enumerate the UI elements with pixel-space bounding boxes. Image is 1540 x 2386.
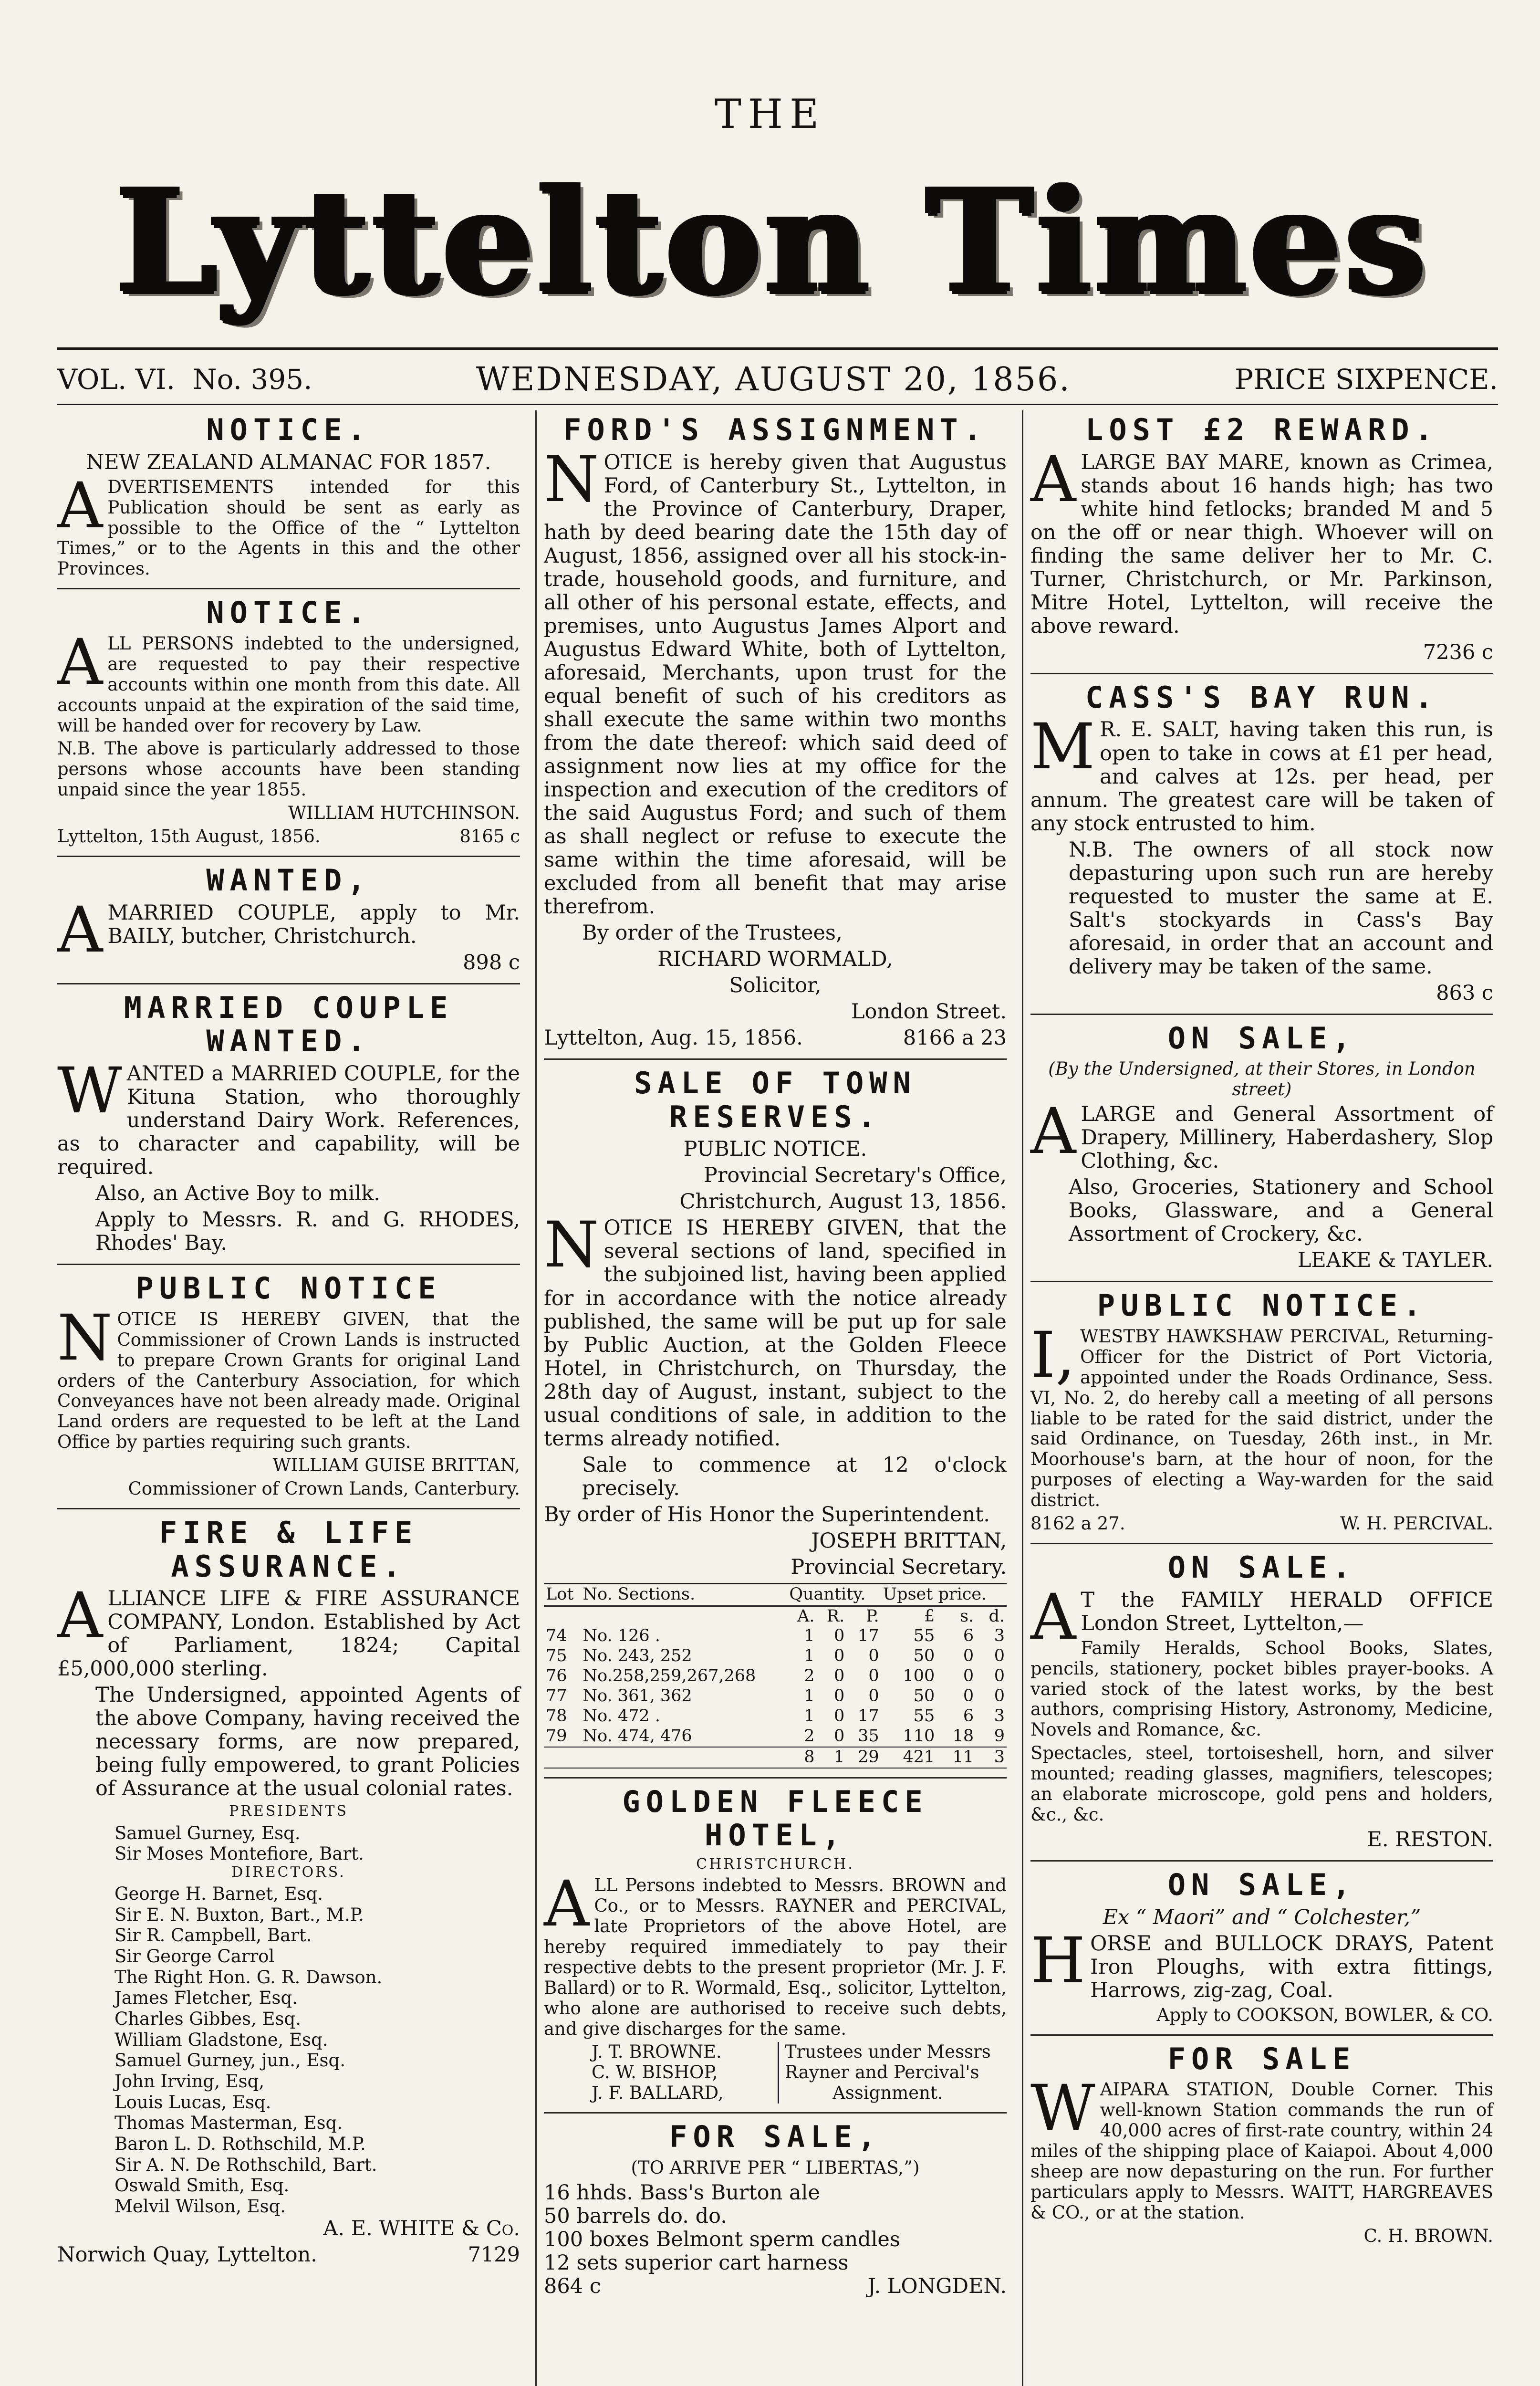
list-item: Sir A. N. De Rothschild, Bart. xyxy=(114,2154,377,2175)
drop-cap: N xyxy=(544,442,599,516)
drop-cap: A xyxy=(57,893,103,967)
drop-cap: A xyxy=(1030,1095,1076,1169)
ad-also: Also, an Active Boy to milk. xyxy=(95,1182,380,1206)
list-item: The Right Hon. G. R. Dawson. xyxy=(114,1967,383,1988)
table-subheader: £ xyxy=(924,1606,935,1626)
list-item: 16 hhds. Bass's Burton ale xyxy=(544,2180,820,2205)
list-item: Baron L. D. Rothschild, M.P. xyxy=(114,2134,366,2155)
ad-body: LARGE and General Assortment of Drapery, Millinery, Haberdashery, Slop Clothing, &c. xyxy=(1081,1102,1493,1173)
ad-body: OTICE IS HEREBY GIVEN, that the several sections of land, specified in the subjoined list, having been applied for in accordance with the notice already published, the same will be put up for sale by Public Auction, at the Golden Fleece Hotel, in Christchurch, on Thursday, the 28th day of August, instant, subject to the usual conditions of sale, in addition to the terms already notified. xyxy=(544,1216,1007,1451)
separator xyxy=(57,983,520,984)
drop-cap: H xyxy=(1030,1924,1086,1998)
ad-body: OTICE IS HEREBY GIVEN, that the Commissioner of Crown Lands is instructed to prepare Crown Grants for original Land orders of the Canterbury Association, for which Conveyances have not been already made. Original Land orders are requested to be left at the Land Office by parties requiring such grants. xyxy=(57,1308,520,1453)
ad-body: R. E. SALT, having taken this run, is open to take in cows at £1 per head, and calves at 12s. per head, per annum. The greatest care will be taken of any stock entrusted to him. xyxy=(1030,718,1493,836)
ad-subheading: (TO ARRIVE PER “ LIBERTAS,”) xyxy=(631,2157,920,2178)
ad-ref: 864 c xyxy=(544,2274,601,2298)
drop-cap: A xyxy=(57,469,103,543)
table-subheader: R. xyxy=(826,1606,845,1626)
directors-list xyxy=(57,1884,520,2217)
ad-heading: FIRE & LIFE ASSURANCE. xyxy=(159,1515,418,1584)
dateline xyxy=(57,358,1498,401)
ad-apply: Apply to Messrs. R. and G. RHODES, Rhodes' Bay. xyxy=(95,1208,520,1256)
table-row: 74 No. 126 . 1 0 17 55 6 3 xyxy=(546,1626,1005,1646)
ad-signature: RICHARD WORMALD, xyxy=(657,947,893,971)
list-item: Charles Gibbes, Esq. xyxy=(114,2009,301,2030)
table-total-row: 8 1 29 421 11 3 xyxy=(544,1747,1007,1768)
table-subheader: s. xyxy=(960,1606,974,1626)
ad-heading: MARRIED COUPLE WANTED. xyxy=(124,990,454,1059)
table-header: Quantity. xyxy=(787,1583,881,1606)
ad-heading: FOR SALE xyxy=(1167,2041,1356,2076)
separator xyxy=(57,1264,520,1265)
drop-cap: W xyxy=(57,1054,122,1128)
list-item: 12 sets superior cart harness xyxy=(544,2250,849,2275)
ad-order: By order of His Honor the Superintendent. xyxy=(544,1502,990,1527)
ad-body-2: The Undersigned, appointed Agents of the above Company, having received the necessary forms, are now prepared, being fully empowered, to grant Policies of Assurance at the usual colonial rates. xyxy=(95,1683,520,1801)
drop-cap: A xyxy=(57,1579,103,1653)
ad-body-2: Also, Groceries, Stationery and School Books, Glassware, and a General Assortment of Crockery, &c. xyxy=(1069,1175,1493,1246)
lots-table xyxy=(544,1583,1007,1769)
trustee-name: J. F. BALLARD, xyxy=(592,2083,724,2103)
list-item: George H. Barnet, Esq. xyxy=(114,1884,323,1905)
masthead-rule-top xyxy=(57,347,1498,350)
separator xyxy=(1030,2034,1493,2036)
ad-heading: NOTICE. xyxy=(206,412,371,447)
ad-golden-fleece-hotel xyxy=(544,1785,1007,2104)
ad-street: London Street. xyxy=(851,1000,1007,1024)
table-header: Lot xyxy=(544,1583,581,1606)
ad-hutchinson-notice xyxy=(57,596,520,847)
ad-heading: ON SALE, xyxy=(1167,1867,1356,1902)
ad-ref: 8166 a 23 xyxy=(903,1026,1007,1050)
table-header: Upset price. xyxy=(881,1583,1007,1606)
ad-body: ANTED a MARRIED COUPLE, for the Kituna Station, who thoroughly understand Dairy Work. References, as to character and capability, will be required. xyxy=(57,1062,520,1180)
ad-signature: JOSEPH BRITTAN, xyxy=(811,1528,1007,1553)
separator xyxy=(1030,1281,1493,1282)
ad-wanted xyxy=(57,864,520,974)
issue-date: WEDNESDAY, AUGUST 20, 1856. xyxy=(476,360,1071,398)
separator xyxy=(1030,1014,1493,1015)
ad-ref: 8162 a 27. xyxy=(1030,1513,1125,1534)
ad-ref: 898 c xyxy=(463,950,520,974)
ad-heading: PUBLIC NOTICE. xyxy=(1097,1288,1427,1323)
list-item: Sir George Carrol xyxy=(114,1946,275,1967)
ad-signature: LEAKE & TAYLER. xyxy=(1297,1248,1493,1273)
ad-subheading: NEW ZEALAND ALMANAC FOR 1857. xyxy=(86,450,491,474)
ad-signature-title: Commissioner of Crown Lands, Canterbury. xyxy=(128,1478,520,1499)
table-row: 79 No. 474, 476 2 0 35 110 18 9 xyxy=(546,1726,1005,1746)
trustee-name: J. T. BROWNE. xyxy=(592,2041,722,2062)
ad-cass-bay-run xyxy=(1030,681,1493,1005)
presidents-label: PRESIDENTS xyxy=(229,1803,348,1820)
ad-on-sale-leake-tayler xyxy=(1030,1022,1493,1273)
presidents-list xyxy=(57,1823,520,1864)
ad-heading: CASS'S BAY RUN. xyxy=(1085,680,1438,715)
list-item: Sir Moses Montefiore, Bart. xyxy=(114,1843,364,1864)
ad-body: AIPARA STATION, Double Corner. This well-known Station commands the run of 40,000 acres of first-rate country, within 24 miles of the shipping place of Kaiapoi. About 4,000 sheep are now depasturing on the run. For further particulars apply to Messrs. WAITT, HARGREAVES & CO., or at the station. xyxy=(1030,2079,1493,2223)
ad-heading: NOTICE. xyxy=(206,595,371,630)
column-rule-2 xyxy=(1022,410,1023,2386)
ad-body: ORSE and BULLOCK DRAYS, Patent Iron Ploughs, with extra fittings, Harrows, zig-zag, Coal. xyxy=(1090,1931,1493,2002)
ad-signature: WILLIAM GUISE BRITTAN, xyxy=(272,1455,520,1476)
table-row: 75 No. 243, 252 1 0 0 50 0 0 xyxy=(546,1646,1005,1666)
ad-heading: FORD'S ASSIGNMENT. xyxy=(563,412,987,447)
ad-fords-assignment xyxy=(544,413,1007,1050)
separator xyxy=(544,1058,1007,1060)
ad-heading: ON SALE. xyxy=(1167,1550,1356,1585)
ad-body: T the FAMILY HERALD OFFICE London Street, Lyttelton,— xyxy=(1081,1588,1493,1635)
drop-cap: A xyxy=(1030,442,1076,516)
ad-body-2: Family Heralds, School Books, Slates, pencils, stationery, pocket bibles prayer-books. A varied stock of the latest works, by the best authors, comprising History, Astronomy, Medicine, Novels and Romance, &c. xyxy=(1030,1637,1493,1740)
directors-label: DIRECTORS. xyxy=(231,1863,346,1881)
ad-heading: WANTED, xyxy=(206,862,371,898)
ad-place: Lyttelton, 15th August, 1856. xyxy=(57,826,321,847)
ad-subheading: (By the Undersigned, at their Stores, in London street) xyxy=(1048,1058,1476,1100)
ad-body: LL Persons indebted to Messrs. BROWN and Co., or to Messrs. RAYNER and PERCIVAL, late Proprietors of the above Hotel, are hereby required immediately to pay their respective debts to the present proprietor (Mr. J. F. Ballard) or to R. Wormald, Esq., solicitor, Lyttelton, who alone are authorised to receive such debts, and give discharges for the same. xyxy=(544,1875,1007,2039)
ad-ref: 863 c xyxy=(1436,981,1493,1005)
ad-order: By order of the Trustees, xyxy=(582,921,843,945)
table-row: 78 No. 472 . 1 0 17 55 6 3 xyxy=(546,1706,1005,1726)
ad-office: Provincial Secretary's Office, xyxy=(703,1163,1007,1188)
table-subheader: P. xyxy=(866,1606,879,1626)
table-subheader: d. xyxy=(989,1606,1005,1626)
ad-subheading: PUBLIC NOTICE. xyxy=(683,1137,867,1162)
list-item: James Fletcher, Esq. xyxy=(114,1988,298,2009)
ad-for-sale-waipara xyxy=(1030,2042,1493,2247)
ad-signature-title: Solicitor, xyxy=(729,973,822,998)
ad-heading: LOST £2 REWARD. xyxy=(1085,412,1438,447)
ad-signature: C. H. BROWN. xyxy=(1363,2225,1493,2246)
table-row: 76 No.258,259,267,268 2 0 0 100 0 0 xyxy=(546,1666,1005,1686)
ad-heading: SALE OF TOWN RESERVES. xyxy=(634,1066,916,1134)
table-header: No. Sections. xyxy=(581,1583,787,1606)
drop-cap: A xyxy=(57,625,103,699)
trustees-block xyxy=(544,2042,1007,2103)
ad-signature: J. LONGDEN. xyxy=(867,2274,1007,2298)
list-item: Louis Lucas, Esq. xyxy=(114,2092,271,2113)
trustee-name: C. W. BISHOP, xyxy=(592,2062,718,2083)
separator xyxy=(544,2112,1007,2114)
volume-number: VOL. VI. No. 395. xyxy=(57,363,312,396)
ad-body: MARRIED COUPLE, apply to Mr. BAILY, butcher, Christchurch. xyxy=(107,900,520,948)
ad-ref: 8165 c xyxy=(459,826,520,847)
list-item: John Irving, Esq, xyxy=(114,2071,265,2092)
ad-ref: 7129 xyxy=(468,2242,520,2267)
separator xyxy=(57,856,520,857)
ad-heading: PUBLIC NOTICE xyxy=(135,1271,442,1306)
ad-signature-title: Provincial Secretary. xyxy=(791,1555,1007,1579)
drop-cap: W xyxy=(1030,2072,1095,2145)
ad-heading: GOLDEN FLEECE HOTEL, xyxy=(622,1784,928,1853)
ad-heading: ON SALE, xyxy=(1167,1020,1356,1056)
ad-sale-town-reserves xyxy=(544,1067,1007,1769)
ad-place: Lyttelton, Aug. 15, 1856. xyxy=(544,1026,803,1050)
list-item: Samuel Gurney, jun., Esq. xyxy=(114,2050,345,2071)
separator xyxy=(1030,673,1493,674)
ad-fire-life-assurance xyxy=(57,1516,520,2267)
drop-cap: N xyxy=(57,1301,113,1375)
drop-cap: A xyxy=(544,1867,590,1941)
separator xyxy=(544,1777,1007,1779)
ad-signature: E. RESTON. xyxy=(1367,1827,1493,1852)
list-item: Oswald Smith, Esq. xyxy=(114,2175,290,2196)
ad-body: LLIANCE LIFE & FIRE ASSURANCE COMPANY, London. Established by Act of Parliament, 1824; Capital £5,000,000 sterling. xyxy=(57,1587,520,1681)
drop-cap: A xyxy=(1030,1580,1076,1654)
ad-subheading: CHRISTCHURCH. xyxy=(696,1856,854,1873)
column-1 xyxy=(57,410,520,2270)
ad-ref: 7236 c xyxy=(1423,640,1493,664)
ad-almanac-notice xyxy=(57,413,520,579)
ad-place: Norwich Quay, Lyttelton. xyxy=(57,2242,317,2267)
trustee-note: Assignment. xyxy=(832,2083,943,2103)
ad-public-notice xyxy=(57,1272,520,1499)
ad-nb: N.B. The above is particularly addressed to those persons whose accounts have been standing unpaid since the year 1855. xyxy=(57,738,520,800)
ad-heading: FOR SALE, xyxy=(669,2119,881,2155)
drop-cap: M xyxy=(1030,710,1095,784)
ad-body-3: Spectacles, steel, tortoiseshell, horn, and silver mounted; reading glasses, magnifiers, telescopes; an elaborate microscope, gold pens and holders, &c., &c. xyxy=(1030,1743,1493,1825)
separator xyxy=(57,588,520,589)
ad-nb: N.B. The owners of all stock now depasturing upon such run are hereby requested to muster the same at E. Salt's stockyards in Cass's Bay aforesaid, in order that an account and delivery may be taken of the same. xyxy=(1069,837,1493,979)
trustee-note: Trustees under Messrs xyxy=(785,2041,991,2062)
separator xyxy=(57,1508,520,1509)
table-subheader: A. xyxy=(797,1606,815,1626)
ad-on-sale-family-herald xyxy=(1030,1551,1493,1852)
ad-signature: W. H. PERCIVAL. xyxy=(1340,1513,1493,1534)
list-item: Thomas Masterman, Esq. xyxy=(114,2113,343,2134)
masthead-the: THE xyxy=(714,91,826,137)
separator xyxy=(1030,1543,1493,1544)
ad-subheading: Ex “ Maori” and “ Colchester,” xyxy=(1103,1905,1421,1929)
ad-signature: A. E. WHITE & Co. xyxy=(323,2216,520,2240)
drop-cap: N xyxy=(544,1208,599,1282)
ad-lost-reward xyxy=(1030,413,1493,664)
ad-public-notice-percival xyxy=(1030,1289,1493,1534)
list-item: Sir E. N. Buxton, Bart., M.P. xyxy=(114,1904,364,1925)
column-3 xyxy=(1030,410,1493,2249)
ad-apply: Apply to COOKSON, BOWLER, & CO. xyxy=(1156,2004,1493,2025)
list-item: 50 barrels do. do. xyxy=(544,2204,727,2228)
column-2 xyxy=(544,410,1007,2301)
list-item: Sir R. Campbell, Bart. xyxy=(114,1925,312,1946)
separator xyxy=(1030,1860,1493,1862)
ad-signature: WILLIAM HUTCHINSON. xyxy=(288,803,520,824)
list-item: Samuel Gurney, Esq. xyxy=(114,1822,301,1843)
list-item: William Gladstone, Esq. xyxy=(114,2029,328,2050)
ad-married-couple xyxy=(57,991,520,1255)
list-item: 100 boxes Belmont sperm candles xyxy=(544,2227,900,2251)
masthead-title: Lyttelton Times xyxy=(116,157,1430,325)
ad-body: WESTBY HAWKSHAW PERCIVAL, Returning-Officer for the District of Port Victoria, appointed under the Roads Ordinance, Sess. VI, No. 2, do hereby call a meeting of all persons liable to be rated for the said district, under the said Ordinance, on Tuesday, 26th inst., in Mr. Moorhouse's barn, at the hour of noon, for the purposes of electing a Way-warden for the said district. xyxy=(1030,1326,1493,1511)
ad-body: LARGE BAY MARE, known as Crimea, stands about 16 hands high; has two white hind fetlocks; branded M and 5 on the off or near thigh. Whoever will on finding the same deliver her to Mr. C. Turner, Christchurch, or Mr. Parkinson, Mitre Hotel, Lyttelton, will receive the above reward. xyxy=(1030,450,1493,638)
list-item: Melvil Wilson, Esq. xyxy=(114,2196,286,2217)
column-rule-1 xyxy=(535,410,537,2386)
ad-on-sale-drays xyxy=(1030,1868,1493,2026)
ad-commence: Sale to commence at 12 o'clock precisely. xyxy=(582,1453,1007,1500)
masthead-rule-bottom xyxy=(57,404,1498,405)
ad-body: OTICE is hereby given that Augustus Ford, of Canterbury St., Lyttelton, in the Province of Canterbury, Draper, hath by deed bearing date the 15th day of August, 1856, assigned over all his stock-in-trade, household goods, and furniture, and all other of his personal estate, effects, and premises, unto Augustus James Alport and Augustus Edward White, both of Lyttelton, aforesaid, Merchants, upon trust for the equal benefit of such of his creditors as shall execute the same within two months from the date thereof: which said deed of assignment now lies at my office for the inspection and execution of the creditors of the said Augustus Ford; and such of them as shall neglect or refuse to execute the same within the time aforesaid, will be excluded from all benefit that may arise therefrom. xyxy=(544,450,1007,919)
table-row: 77 No. 361, 362 1 0 0 50 0 0 xyxy=(546,1686,1005,1706)
drop-cap: I, xyxy=(1030,1318,1076,1392)
price: PRICE SIXPENCE. xyxy=(1235,363,1498,396)
ad-body: LL PERSONS indebted to the undersigned, are requested to pay their respective accounts within one month from this date. All accounts unpaid at the expiration of the said time, will be handed over for recovery by Law. xyxy=(57,633,520,736)
trustee-note: Rayner and Percival's xyxy=(785,2062,979,2083)
ad-for-sale-libertas xyxy=(544,2120,1007,2298)
ad-date: Christchurch, August 13, 1856. xyxy=(679,1190,1007,1214)
ad-body: DVERTISEMENTS intended for this Publication should be sent as early as possible to the Office of the “ Lyttelton Times,” or to the Agents in this and the other Provinces. xyxy=(57,476,520,579)
